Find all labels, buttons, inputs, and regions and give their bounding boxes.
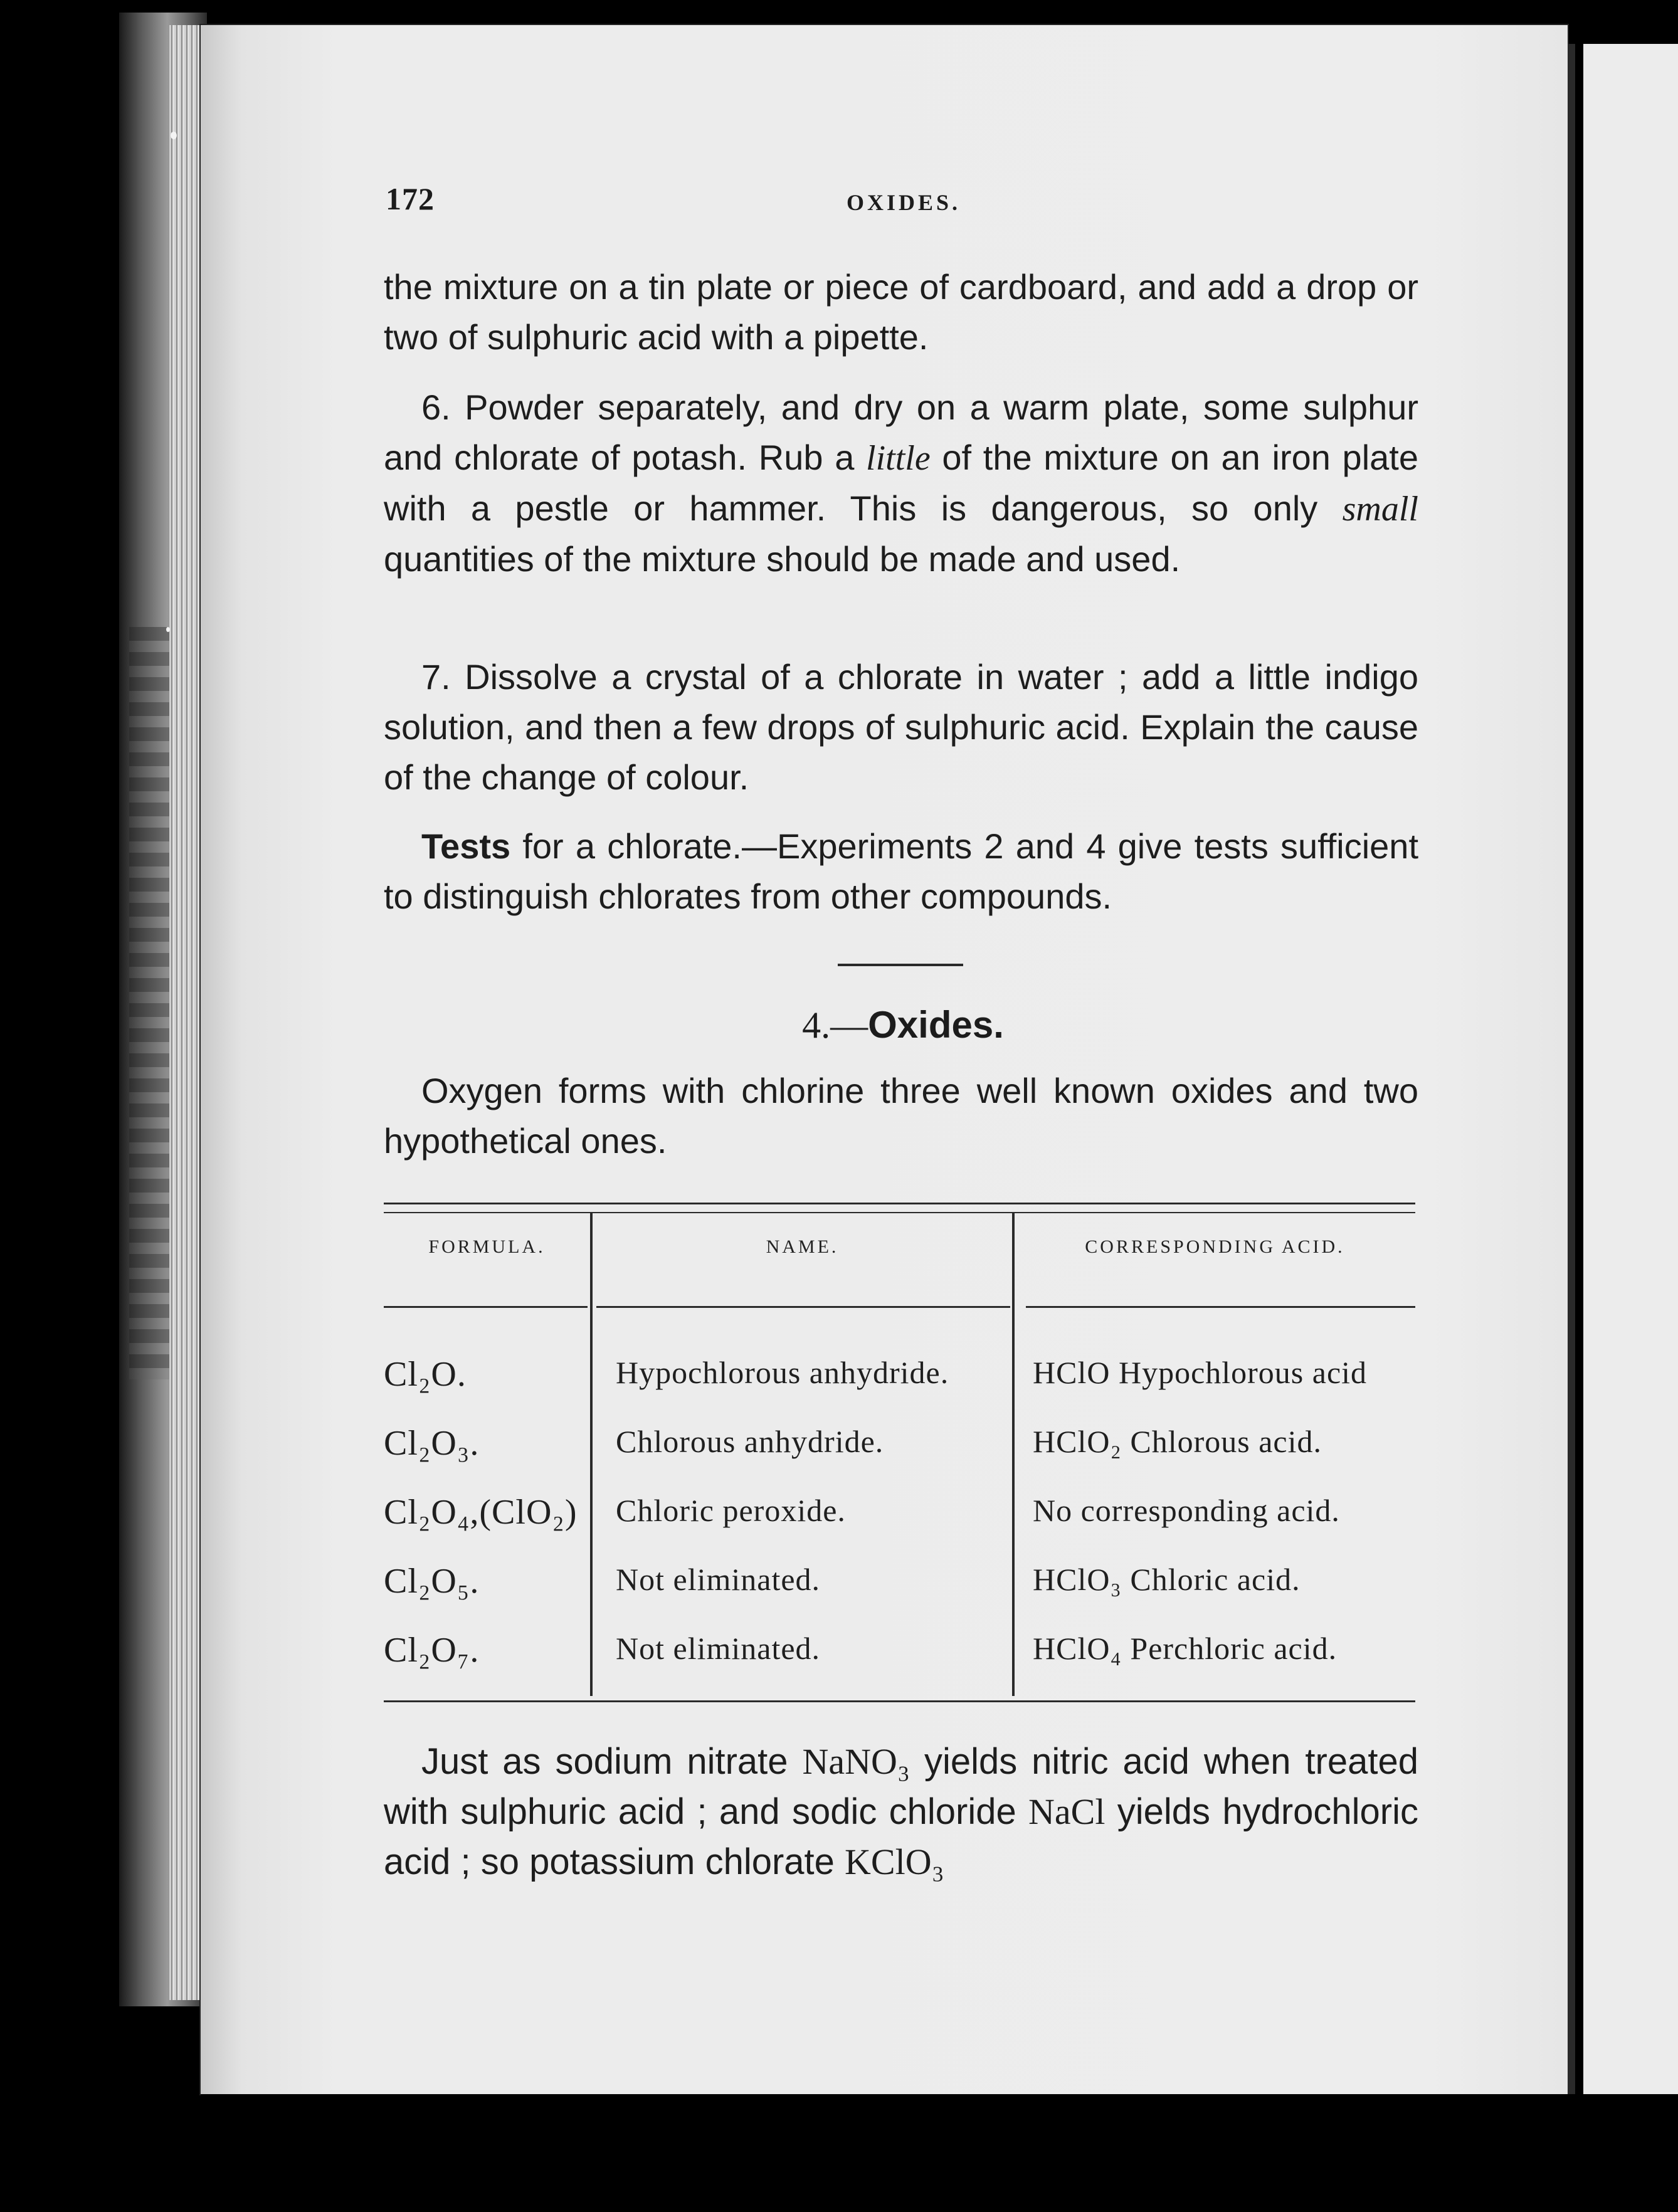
gutter-shadow: [1568, 44, 1575, 2113]
paragraph-text: 6. Powder separately, and dry on a warm plate, some sulphur and chlorate of potash. Rub a: [384, 387, 1418, 477]
table-top-rule: [384, 1212, 1415, 1213]
paragraph-text: for a chlorate.—Experiments 2 and 4 give tests sufficient to distinguish chlorates from other compounds.: [384, 826, 1418, 916]
formula-cell: Cl₂O₅.: [384, 1562, 480, 1601]
running-head: OXIDES.: [847, 190, 961, 215]
table-top-rule: [384, 1203, 1415, 1204]
name-cell: Chloric peroxide.: [616, 1493, 846, 1528]
section-heading: [0, 1003, 1678, 1047]
table-row: [384, 1423, 1415, 1486]
table-row: [384, 1354, 1415, 1417]
scan-speck: [166, 627, 170, 632]
paragraph-experiment-7: [384, 652, 1418, 803]
column-header-acid: CORRESPONDING ACID.: [1085, 1236, 1345, 1257]
paragraph-text: Just as sodium nitrate: [421, 1741, 803, 1782]
paragraph-text: of the mixture on an iron plate with a pestle or hammer. This is dangerous, so only: [384, 438, 1418, 528]
header-rule: [384, 1306, 588, 1308]
section-title: Oxides.: [868, 1004, 1004, 1046]
paragraph-text: Oxygen forms with chlorine three well known oxides and two hypothetical ones.: [384, 1071, 1418, 1161]
header-rule: [596, 1306, 1010, 1308]
paragraph-tests: [384, 821, 1418, 922]
page-number: 172: [386, 181, 435, 216]
name-cell: Not eliminated.: [616, 1631, 821, 1666]
emphasis-small: small: [1342, 490, 1418, 529]
table-bottom-rule: [384, 1700, 1415, 1702]
column-header-name: NAME.: [766, 1236, 839, 1257]
formula-cell: Cl₂O₇.: [384, 1631, 480, 1670]
table-row: [384, 1492, 1415, 1555]
formula-cell: Cl₂O₄,(ClO₂): [384, 1493, 578, 1532]
table-row: [384, 1630, 1415, 1693]
column-header-formula: FORMULA.: [428, 1236, 546, 1257]
paragraph-continuation: [384, 262, 1418, 362]
formula-cell: Cl₂O.: [384, 1355, 467, 1394]
acid-cell: HClO Hypochlorous acid: [1033, 1355, 1368, 1390]
acid-cell: HClO₃ Chloric acid.: [1033, 1562, 1301, 1597]
chemical-formula: NaNO₃: [802, 1741, 910, 1782]
name-cell: Not eliminated.: [616, 1562, 821, 1597]
paragraph-text: yields hydrochloric acid ; so potassium chlorate: [384, 1791, 1419, 1882]
chemical-formula: KClO₃: [845, 1841, 944, 1882]
paragraph-text: quantities of the mixture should be made and used.: [384, 539, 1181, 579]
emphasis-little: little: [866, 439, 931, 478]
name-cell: Hypochlorous anhydride.: [616, 1355, 949, 1390]
acid-cell: HClO₄ Perchloric acid.: [1033, 1631, 1338, 1666]
paragraph-text: 7. Dissolve a crystal of a chlorate in water ; add a little indigo solution, and then a few drops of sulphuric acid. Explain the cause of the change of colour.: [384, 657, 1418, 797]
section-number: 4.—: [802, 1004, 868, 1046]
section-divider: [838, 964, 963, 966]
paragraph-intro: [384, 1066, 1418, 1166]
page-header: [386, 181, 1420, 218]
paragraph-text: the mixture on a tin plate or piece of cardboard, and add a drop or two of sulphuric acid with a pipette.: [384, 267, 1418, 357]
acid-cell: No corresponding acid.: [1033, 1493, 1340, 1528]
header-rule: [1026, 1306, 1415, 1308]
facing-page: [1583, 44, 1678, 2138]
name-cell: Chlorous anhydride.: [616, 1424, 884, 1459]
paragraph-text: yields nitric acid when treated with sulphuric acid ; and sodic chloride: [384, 1741, 1418, 1832]
chemical-formula: NaCl: [1028, 1791, 1105, 1832]
tests-lead: Tests: [421, 826, 511, 866]
paragraph-closing: [384, 1737, 1418, 1887]
paragraph-experiment-6: [384, 382, 1418, 584]
formula-cell: Cl₂O₃.: [384, 1424, 480, 1463]
scan-border: [201, 2094, 1678, 2212]
scan-speck: [171, 132, 177, 139]
acid-cell: HClO₂ Chlorous acid.: [1033, 1424, 1322, 1459]
table-row: [384, 1561, 1415, 1624]
